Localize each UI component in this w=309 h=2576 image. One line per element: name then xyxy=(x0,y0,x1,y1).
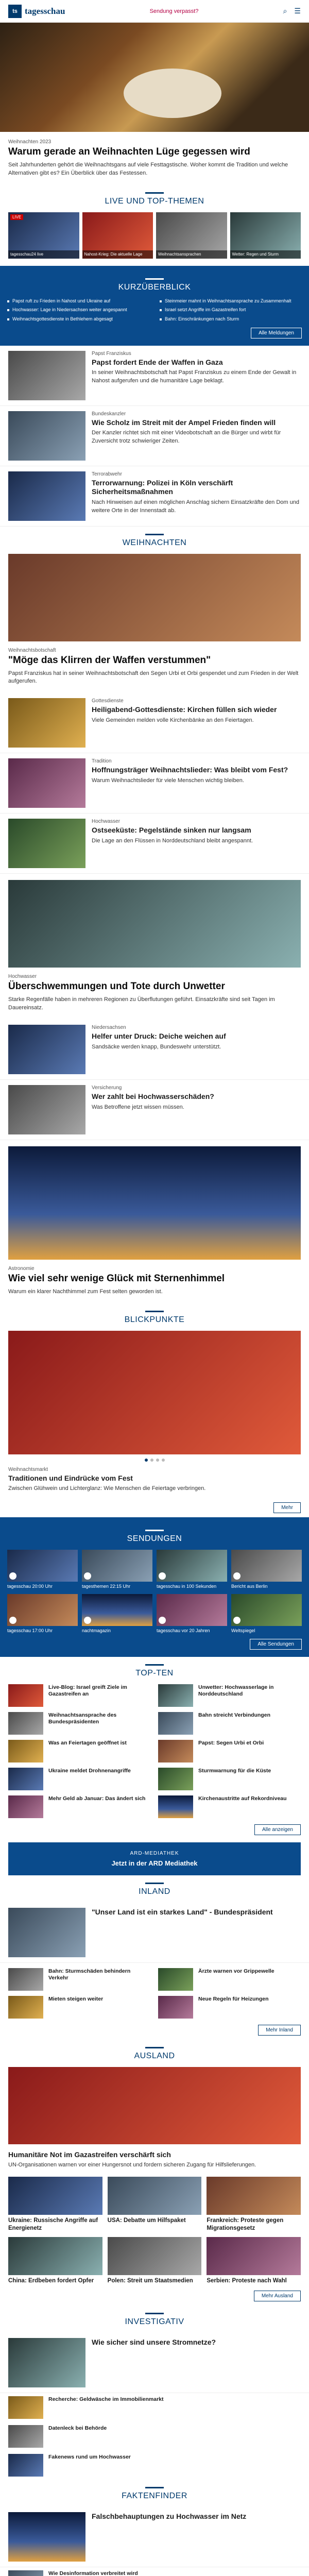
hero-text: Seit Jahrhunderten gehört die Weihnachtsgans auf viele Festtagstische. Woher kommt die Tradition und welche Alternativen gibt es? Ein Überblick über das Festessen. xyxy=(8,161,288,176)
ausland-card[interactable]: China: Erdbeben fordert Opfer xyxy=(8,2237,102,2284)
send-card[interactable]: tagesschau 20:00 Uhr xyxy=(7,1550,78,1589)
live-card[interactable]: LIVE tagesschau24 live xyxy=(8,212,79,259)
hero-kicker: Weihnachten 2023 xyxy=(8,139,52,145)
topten-item[interactable]: Weihnachtsansprache des Bundespräsidenten xyxy=(8,1712,151,1735)
faktenfinder-heading: FAKTENFINDER xyxy=(0,2487,309,2501)
topten-item[interactable]: Unwetter: Hochwasserlage in Norddeutschland xyxy=(158,1684,301,1707)
kurz-item[interactable]: Papst ruft zu Frieden in Nahost und Ukraine auf xyxy=(7,298,149,304)
kurz-item[interactable]: Bahn: Einschränkungen nach Sturm xyxy=(160,316,302,323)
carousel-dots[interactable] xyxy=(0,1459,309,1462)
play-icon xyxy=(233,1572,241,1580)
live-card[interactable]: Wetter: Regen und Sturm xyxy=(230,212,301,259)
sendungen-all-button[interactable]: Alle Sendungen xyxy=(250,1639,302,1650)
play-icon xyxy=(159,1617,166,1624)
fakten-lead[interactable]: Falschbehauptungen zu Hochwasser im Netz xyxy=(0,2507,309,2567)
blickpunkte-more-button[interactable]: Mehr xyxy=(273,1502,301,1513)
investigativ-heading: INVESTIGATIV xyxy=(0,2313,309,2327)
ausland-lead[interactable]: Humanitäre Not im Gazastreifen verschärft sich UN-Organisationen warnen vor einer Hungersnot und fordern sicheren Zugang für Hilfslieferungen. xyxy=(8,2150,256,2168)
night-teaser[interactable]: Astronomie Wie viel sehr wenige Glück mit Sternenhimmel Warum ein klarer Nachthimmel zum Fest selten geworden ist. xyxy=(8,1266,225,1295)
menu-icon[interactable]: ☰ xyxy=(294,7,301,15)
top-bar xyxy=(0,0,309,23)
ausland-card[interactable]: USA: Debatte um Hilfspaket xyxy=(108,2177,202,2232)
topten-item[interactable]: Was an Feiertagen geöffnet ist xyxy=(8,1740,151,1762)
search-icon[interactable]: ⌕ xyxy=(283,7,287,15)
send-card[interactable]: tagesthemen 22:15 Uhr xyxy=(82,1550,152,1589)
play-icon xyxy=(9,1572,16,1580)
news-row[interactable]: Terrorabwehr Terrorwarnung: Polizei in Köln verschärft Sicherheitsmaßnahmen Nach Hinweisen auf einen möglichen Anschlag sichern Einsatzkräfte den Dom und weitere Orte in der Innenstadt ab. xyxy=(0,466,309,527)
inland-item[interactable]: Ärzte warnen vor Grippewelle xyxy=(158,1968,301,1991)
kurz-heading: KURZÜBERBLICK xyxy=(118,282,191,292)
blickpunkte-heading: BLICKPUNKTE xyxy=(0,1311,309,1325)
topten-item[interactable]: Ukraine meldet Drohnenangriffe xyxy=(8,1768,151,1790)
play-icon xyxy=(84,1617,91,1624)
kurz-item[interactable]: Hochwasser: Lage in Niedersachsen weiter angespannt xyxy=(7,307,149,313)
topten-all-button[interactable]: Alle anzeigen xyxy=(254,1824,301,1835)
hero-image[interactable] xyxy=(0,23,309,132)
news-row[interactable]: Papst Franziskus Papst fordert Ende der Waffen in Gaza In seiner Weihnachtsbotschaft hat Papst Franziskus zu einem Ende der Gewalt in Nahost aufgerufen und die humanitäre Lage beklagt. xyxy=(0,346,309,406)
inland-item[interactable]: Neue Regeln für Heizungen xyxy=(158,1996,301,2019)
news-row[interactable]: Bundeskanzler Wie Scholz im Streit mit der Ampel Frieden finden will Der Kanzler richtet sich mit einer Videobotschaft an die Bürger und wirbt für Zuversicht trotz schwieriger Zeiten. xyxy=(0,406,309,466)
news-thumb xyxy=(8,351,85,400)
news-row[interactable]: Niedersachsen Helfer unter Druck: Deiche weichen auf Sandsäcke werden knapp, Bundeswehr unterstützt. xyxy=(0,1020,309,1080)
blickpunkte-teaser[interactable]: Weihnachtsmarkt Traditionen und Eindrücke vom Fest Zwischen Glühwein und Lichterglanz: Wie Menschen die Feiertage verbringen. xyxy=(8,1466,206,1492)
topten-item[interactable]: Sturmwarnung für die Küste xyxy=(158,1768,301,1790)
blickpunkte-image[interactable] xyxy=(8,1331,301,1454)
kurz-item[interactable]: Weihnachtsgottesdienste in Bethlehem abgesagt xyxy=(7,316,149,323)
news-thumb xyxy=(8,471,85,521)
play-icon xyxy=(159,1572,166,1580)
invest-item[interactable]: Recherche: Geldwäsche im Immobilienmarkt xyxy=(0,2393,309,2422)
logo[interactable] xyxy=(8,5,65,18)
news-row[interactable]: Gottesdienste Heiligabend-Gottesdienste: Kirchen füllen sich wieder Viele Gemeinden melden volle Kirchenbänke an den Feiertagen. xyxy=(0,693,309,753)
ausland-card[interactable]: Serbien: Proteste nach Wahl xyxy=(207,2237,301,2284)
kurzueberblick-box xyxy=(0,266,309,346)
weihnachten-lead-image[interactable] xyxy=(8,554,301,641)
kurz-item[interactable]: Israel setzt Angriffe im Gazastreifen fort xyxy=(160,307,302,313)
invest-item[interactable]: Fakenews rund um Hochwasser xyxy=(0,2451,309,2480)
ausland-card[interactable]: Ukraine: Russische Angriffe auf Energienetz xyxy=(8,2177,102,2232)
news-thumb xyxy=(8,411,85,461)
topten-item[interactable]: Live-Blog: Israel greift Ziele im Gazastreifen an xyxy=(8,1684,151,1707)
ausland-heading: AUSLAND xyxy=(0,2047,309,2061)
play-icon xyxy=(233,1617,241,1624)
ausland-more-button[interactable]: Mehr Ausland xyxy=(254,2291,301,2301)
topten-item[interactable]: Kirchenaustritte auf Rekordniveau xyxy=(158,1795,301,1818)
topten-grid xyxy=(0,1684,309,1818)
live-heading: LIVE UND TOP-THEMEN xyxy=(0,192,309,206)
inland-item[interactable]: Mieten steigen weiter xyxy=(8,1996,151,2019)
ausland-lead-image[interactable] xyxy=(8,2067,301,2144)
weihnachten-lead[interactable]: Weihnachtsbotschaft "Möge das Klirren der Waffen verstummen" Papst Franziskus hat in seiner Weihnachtsbotschaft den Segen Urbi et Orbi gespendet und zum Frieden in der Welt aufgerufen. xyxy=(8,647,299,685)
missed-show-link[interactable]: Sendung verpasst? xyxy=(149,8,199,14)
news-row[interactable]: Versicherung Wer zahlt bei Hochwasserschäden? Was Betroffene jetzt wissen müssen. xyxy=(0,1080,309,1140)
live-grid xyxy=(0,212,309,259)
topten-heading: TOP-TEN xyxy=(0,1664,309,1678)
send-card[interactable]: Bericht aus Berlin xyxy=(231,1550,302,1589)
live-card[interactable]: Weihnachtsansprachen xyxy=(156,212,227,259)
night-sky-image[interactable] xyxy=(8,1146,301,1260)
hero-teaser[interactable] xyxy=(0,132,309,185)
play-icon xyxy=(9,1617,16,1624)
news-row[interactable]: Tradition Hoffnungsträger Weihnachtslieder: Was bleibt vom Fest? Warum Weihnachtslieder für viele Menschen wichtig bleiben. xyxy=(0,753,309,814)
ausland-card[interactable]: Frankreich: Proteste gegen Migrationsgesetz xyxy=(207,2177,301,2232)
inland-heading: INLAND xyxy=(0,1883,309,1896)
weihnachten-heading: WEIHNACHTEN xyxy=(0,534,309,548)
fakten-item[interactable]: Wie Desinformation verbreitet wird xyxy=(0,2567,309,2576)
send-card[interactable]: tagesschau in 100 Sekunden xyxy=(157,1550,227,1589)
send-card[interactable]: tagesschau vor 20 Jahren xyxy=(157,1594,227,1634)
sendungen-box xyxy=(0,1517,309,1657)
hero-title[interactable]: Warum gerade an Weihnachten Lüge gegessen wird xyxy=(8,146,250,157)
send-card[interactable]: nachtmagazin xyxy=(82,1594,152,1634)
play-icon xyxy=(84,1572,91,1580)
invest-item[interactable]: Datenleck bei Behörde xyxy=(0,2422,309,2451)
send-card[interactable]: tagesschau 17:00 Uhr xyxy=(7,1594,78,1634)
topten-item[interactable]: Mehr Geld ab Januar: Das ändert sich xyxy=(8,1795,151,1818)
inland-more-button[interactable]: Mehr Inland xyxy=(258,2025,301,2036)
topten-item[interactable]: Papst: Segen Urbi et Orbi xyxy=(158,1740,301,1762)
inland-lead[interactable]: "Unser Land ist ein starkes Land" - Bundespräsident xyxy=(0,1903,309,1963)
send-card[interactable]: Weltspiegel xyxy=(231,1594,302,1634)
invest-lead[interactable]: Wie sicher sind unsere Stromnetze? xyxy=(0,2333,309,2393)
live-card[interactable]: Nahost-Krieg: Die aktuelle Lage xyxy=(82,212,153,259)
flood-lead[interactable]: Hochwasser Überschwemmungen und Tote durch Unwetter Starke Regenfälle haben in mehreren Regionen zu Überflutungen geführt. Einsatzkräfte sind seit Tagen im Dauereinsatz. xyxy=(8,974,275,1011)
logo-mark: ts xyxy=(8,5,22,18)
topten-item[interactable]: Bahn streicht Verbindungen xyxy=(158,1712,301,1735)
news-row[interactable]: Hochwasser Ostseeküste: Pegelstände sinken nur langsam Die Lage an den Flüssen in Norddeutschland bleibt angespannt. xyxy=(0,814,309,874)
ausland-card[interactable]: Polen: Streit um Staatsmedien xyxy=(108,2237,202,2284)
kurz-all-button[interactable]: Alle Meldungen xyxy=(251,328,302,338)
flood-image[interactable] xyxy=(8,880,301,968)
logo-word: tagesschau xyxy=(25,6,65,16)
ard-mediathek-banner[interactable]: ARD-MEDIATHEK Jetzt in der ARD Mediathek xyxy=(8,1842,301,1875)
sendungen-heading: SENDUNGEN xyxy=(127,1534,182,1544)
inland-item[interactable]: Bahn: Sturmschäden behindern Verkehr xyxy=(8,1968,151,1991)
kurz-item[interactable]: Steinmeier mahnt in Weihnachtsansprache zu Zusammenhalt xyxy=(160,298,302,304)
